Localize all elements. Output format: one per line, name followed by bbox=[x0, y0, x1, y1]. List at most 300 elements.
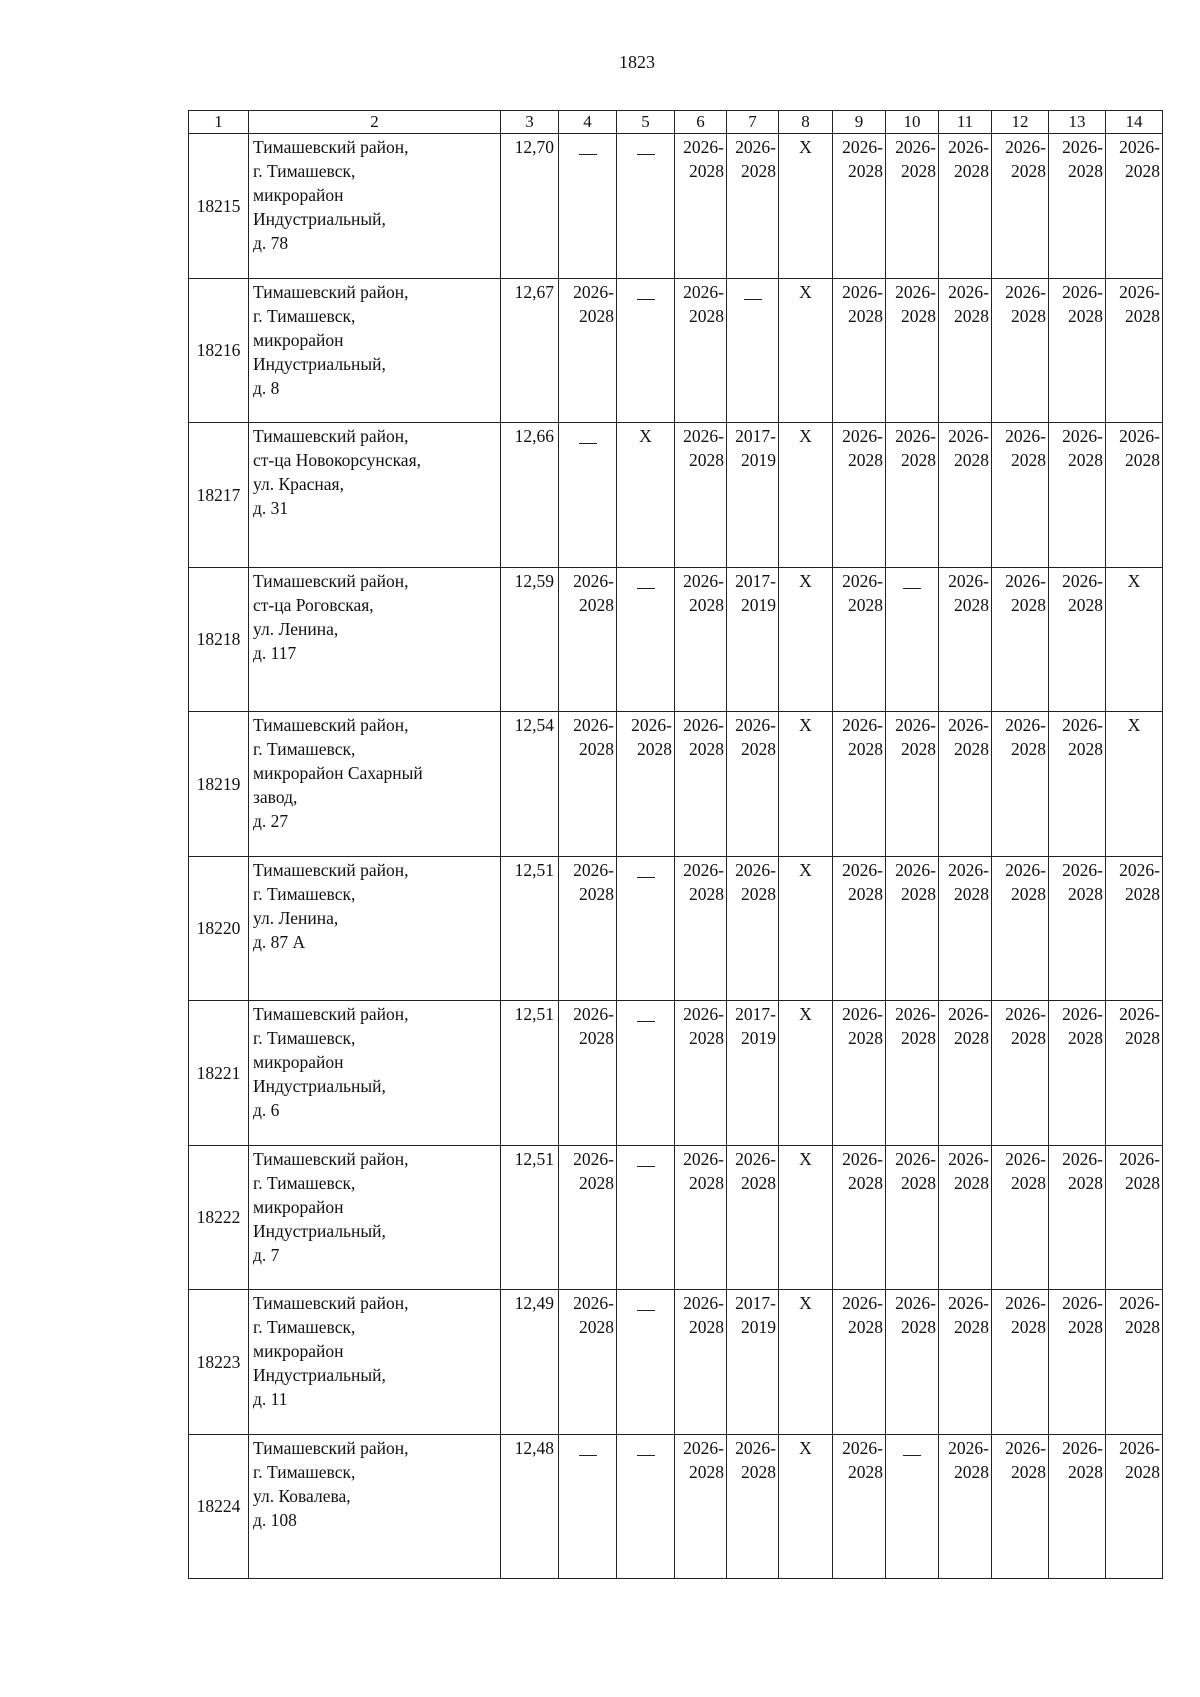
period-end: 2028 bbox=[689, 1172, 724, 1193]
period-cell bbox=[1049, 1001, 1106, 1146]
period-end: 2028 bbox=[1068, 450, 1103, 470]
dash-mark bbox=[637, 1455, 655, 1456]
period-end: 2028 bbox=[901, 305, 936, 326]
column-header: 3 bbox=[501, 111, 559, 134]
period-end: 2028 bbox=[1011, 883, 1046, 904]
period-end: 2028 bbox=[901, 1028, 936, 1048]
row-number: 18220 bbox=[189, 856, 249, 1001]
period-cell bbox=[617, 856, 675, 1001]
period-start: 2026- bbox=[1005, 1004, 1046, 1024]
period-end: 2028 bbox=[901, 883, 936, 904]
period-cell bbox=[833, 278, 886, 423]
address-line: д. 78 bbox=[253, 233, 289, 253]
period-cell bbox=[617, 1290, 675, 1435]
period-end: 2028 bbox=[954, 1317, 989, 1337]
column-header: 13 bbox=[1049, 111, 1106, 134]
period-cell bbox=[1049, 856, 1106, 1001]
period-end: 2028 bbox=[1011, 594, 1046, 615]
table-row bbox=[189, 278, 1163, 423]
period-end: 2028 bbox=[1068, 1461, 1103, 1482]
period-cell bbox=[779, 856, 833, 1001]
period-start: 2026- bbox=[573, 715, 614, 735]
period-start: 2026- bbox=[842, 1004, 883, 1024]
period-cell bbox=[727, 1001, 779, 1146]
period-end: 2028 bbox=[579, 1317, 614, 1337]
period-end: 2028 bbox=[741, 1461, 776, 1482]
period-start: 2026- bbox=[842, 137, 883, 157]
table-row bbox=[189, 423, 1163, 568]
period-start: 2026- bbox=[895, 859, 936, 880]
period-end: 2028 bbox=[1125, 1028, 1160, 1048]
address-line: Индустриальный, bbox=[253, 1365, 386, 1385]
period-start: 2026- bbox=[948, 137, 989, 157]
period-start: 2026- bbox=[1062, 859, 1103, 880]
period-cell bbox=[833, 1145, 886, 1290]
period-start: 2026- bbox=[631, 715, 672, 735]
period-cell bbox=[992, 423, 1049, 568]
row-number: 18222 bbox=[189, 1145, 249, 1290]
address-line: микрорайон bbox=[253, 1052, 344, 1072]
period-cell bbox=[833, 1001, 886, 1146]
period-cell bbox=[675, 856, 727, 1001]
period-start: 2026- bbox=[948, 1004, 989, 1024]
period-end: 2028 bbox=[1011, 1461, 1046, 1482]
period-end: 2028 bbox=[579, 1172, 614, 1193]
address-line: д. 7 bbox=[253, 1244, 280, 1265]
period-cell bbox=[559, 134, 617, 279]
period-end: 2028 bbox=[1125, 883, 1160, 904]
period-cell bbox=[886, 567, 939, 712]
area-cell: 12,51 bbox=[501, 856, 559, 1001]
period-start: 2026- bbox=[573, 1293, 614, 1313]
period-cell bbox=[727, 1434, 779, 1579]
address-cell bbox=[249, 1145, 501, 1290]
cell-value: X bbox=[1127, 715, 1141, 735]
address-line: Индустриальный, bbox=[253, 1220, 386, 1241]
period-cell bbox=[833, 423, 886, 568]
period-cell bbox=[727, 1145, 779, 1290]
row-number: 18216 bbox=[189, 278, 249, 423]
address-cell bbox=[249, 423, 501, 568]
period-end: 2028 bbox=[1068, 305, 1103, 326]
address-line: Тимашевский район, bbox=[253, 137, 409, 157]
period-start: 2026- bbox=[573, 570, 614, 591]
table-row bbox=[189, 1434, 1163, 1579]
period-start: 2026- bbox=[1062, 1148, 1103, 1169]
table-row bbox=[189, 712, 1163, 857]
period-start: 2026- bbox=[1062, 1004, 1103, 1024]
row-number: 18215 bbox=[189, 134, 249, 279]
period-cell bbox=[992, 134, 1049, 279]
period-end: 2028 bbox=[741, 739, 776, 759]
period-cell bbox=[779, 423, 833, 568]
address-line: Индустриальный, bbox=[253, 1076, 386, 1096]
dash-mark bbox=[637, 1166, 655, 1167]
period-end: 2028 bbox=[848, 594, 883, 615]
dash-mark bbox=[637, 588, 655, 589]
period-end: 2028 bbox=[579, 883, 614, 904]
period-end: 2028 bbox=[689, 450, 724, 470]
period-end: 2028 bbox=[1125, 1461, 1160, 1482]
period-cell bbox=[727, 567, 779, 712]
period-end: 2028 bbox=[741, 161, 776, 181]
dash-mark bbox=[637, 299, 655, 300]
period-end: 2028 bbox=[689, 1461, 724, 1482]
period-cell bbox=[617, 278, 675, 423]
period-end: 2028 bbox=[1068, 1317, 1103, 1337]
address-cell bbox=[249, 712, 501, 857]
area-cell: 12,48 bbox=[501, 1434, 559, 1579]
period-end: 2028 bbox=[689, 594, 724, 615]
address-line: д. 6 bbox=[253, 1100, 280, 1120]
period-start: 2026- bbox=[842, 1293, 883, 1313]
area-cell: 12,66 bbox=[501, 423, 559, 568]
period-cell bbox=[886, 134, 939, 279]
table-row bbox=[189, 134, 1163, 279]
period-cell bbox=[675, 423, 727, 568]
period-cell bbox=[559, 712, 617, 857]
address-cell bbox=[249, 856, 501, 1001]
period-cell bbox=[939, 1434, 992, 1579]
period-start: 2026- bbox=[735, 715, 776, 735]
period-cell bbox=[1049, 1434, 1106, 1579]
period-start: 2026- bbox=[735, 859, 776, 880]
period-end: 2028 bbox=[901, 450, 936, 470]
period-start: 2026- bbox=[683, 715, 724, 735]
period-end: 2028 bbox=[1068, 161, 1103, 181]
period-cell bbox=[779, 567, 833, 712]
period-cell bbox=[675, 134, 727, 279]
period-start: 2026- bbox=[1062, 715, 1103, 735]
column-header: 1 bbox=[189, 111, 249, 134]
period-cell bbox=[1106, 278, 1163, 423]
period-cell bbox=[559, 278, 617, 423]
dash-mark bbox=[579, 154, 597, 155]
column-header: 7 bbox=[727, 111, 779, 134]
period-start: 2026- bbox=[683, 859, 724, 880]
row-number: 18221 bbox=[189, 1001, 249, 1146]
period-cell bbox=[1049, 134, 1106, 279]
row-number: 18223 bbox=[189, 1290, 249, 1435]
period-end: 2019 bbox=[741, 450, 776, 470]
period-start: 2026- bbox=[1119, 1004, 1160, 1024]
cell-value: X bbox=[799, 137, 812, 157]
cell-value: X bbox=[799, 1148, 812, 1169]
area-cell: 12,49 bbox=[501, 1290, 559, 1435]
period-end: 2028 bbox=[848, 305, 883, 326]
period-cell bbox=[727, 134, 779, 279]
period-cell bbox=[886, 712, 939, 857]
period-start: 2026- bbox=[948, 570, 989, 591]
period-cell bbox=[886, 1434, 939, 1579]
column-header: 2 bbox=[249, 111, 501, 134]
period-end: 2028 bbox=[1125, 161, 1160, 181]
period-start: 2026- bbox=[1119, 859, 1160, 880]
period-cell bbox=[992, 278, 1049, 423]
period-start: 2026- bbox=[1062, 570, 1103, 591]
period-end: 2028 bbox=[1125, 1172, 1160, 1193]
period-end: 2028 bbox=[637, 739, 672, 759]
period-end: 2028 bbox=[689, 739, 724, 759]
period-cell bbox=[559, 1001, 617, 1146]
address-cell bbox=[249, 134, 501, 279]
period-start: 2026- bbox=[1005, 1148, 1046, 1169]
period-cell bbox=[1106, 1001, 1163, 1146]
period-end: 2028 bbox=[1125, 305, 1160, 326]
address-line: д. 8 bbox=[253, 377, 280, 398]
period-cell bbox=[992, 1290, 1049, 1435]
period-end: 2028 bbox=[579, 305, 614, 326]
period-end: 2019 bbox=[741, 1028, 776, 1048]
period-end: 2028 bbox=[741, 1172, 776, 1193]
dash-mark bbox=[637, 154, 655, 155]
cell-value: X bbox=[799, 1004, 812, 1024]
period-start: 2026- bbox=[948, 859, 989, 880]
period-end: 2028 bbox=[848, 739, 883, 759]
period-cell bbox=[617, 423, 675, 568]
period-start: 2026- bbox=[1062, 426, 1103, 446]
address-line: Тимашевский район, bbox=[253, 570, 409, 591]
period-start: 2026- bbox=[842, 281, 883, 302]
period-start: 2026- bbox=[895, 1148, 936, 1169]
period-end: 2028 bbox=[954, 305, 989, 326]
period-start: 2017- bbox=[735, 1004, 776, 1024]
period-start: 2026- bbox=[683, 1437, 724, 1458]
address-line: г. Тимашевск, bbox=[253, 1172, 356, 1193]
period-cell bbox=[1106, 712, 1163, 857]
period-start: 2026- bbox=[573, 281, 614, 302]
area-cell: 12,67 bbox=[501, 278, 559, 423]
period-end: 2028 bbox=[848, 1172, 883, 1193]
period-end: 2028 bbox=[901, 1172, 936, 1193]
period-start: 2026- bbox=[895, 281, 936, 302]
period-cell bbox=[939, 567, 992, 712]
period-start: 2017- bbox=[735, 570, 776, 591]
period-cell bbox=[559, 1145, 617, 1290]
address-line: г. Тимашевск, bbox=[253, 1461, 356, 1482]
period-start: 2026- bbox=[573, 859, 614, 880]
address-cell bbox=[249, 1290, 501, 1435]
period-end: 2028 bbox=[901, 1317, 936, 1337]
period-cell bbox=[992, 856, 1049, 1001]
address-line: д. 87 А bbox=[253, 931, 306, 952]
period-end: 2028 bbox=[954, 883, 989, 904]
period-end: 2028 bbox=[901, 739, 936, 759]
address-line: г. Тимашевск, bbox=[253, 161, 356, 181]
period-cell bbox=[1049, 712, 1106, 857]
dash-mark bbox=[903, 1455, 921, 1456]
table-row bbox=[189, 1290, 1163, 1435]
period-cell bbox=[779, 1290, 833, 1435]
address-line: ул. Ковалева, bbox=[253, 1485, 351, 1506]
address-line: Индустриальный, bbox=[253, 353, 386, 374]
period-cell bbox=[779, 1434, 833, 1579]
period-cell bbox=[559, 423, 617, 568]
period-cell bbox=[1049, 1145, 1106, 1290]
period-cell bbox=[1049, 1290, 1106, 1435]
dash-mark bbox=[903, 588, 921, 589]
address-line: г. Тимашевск, bbox=[253, 883, 356, 904]
address-cell bbox=[249, 1001, 501, 1146]
period-start: 2026- bbox=[1119, 426, 1160, 446]
dash-mark bbox=[744, 299, 762, 300]
period-cell bbox=[1106, 1290, 1163, 1435]
period-cell bbox=[1049, 567, 1106, 712]
period-end: 2028 bbox=[1011, 161, 1046, 181]
column-header: 6 bbox=[675, 111, 727, 134]
column-header: 12 bbox=[992, 111, 1049, 134]
period-cell bbox=[1106, 567, 1163, 712]
period-start: 2026- bbox=[735, 1437, 776, 1458]
period-end: 2028 bbox=[1068, 739, 1103, 759]
period-start: 2026- bbox=[895, 1293, 936, 1313]
period-cell bbox=[779, 1145, 833, 1290]
period-cell bbox=[939, 1145, 992, 1290]
period-cell bbox=[727, 1290, 779, 1435]
period-start: 2026- bbox=[573, 1148, 614, 1169]
period-cell bbox=[675, 278, 727, 423]
table-row bbox=[189, 567, 1163, 712]
period-start: 2026- bbox=[895, 715, 936, 735]
period-start: 2026- bbox=[735, 137, 776, 157]
period-cell bbox=[675, 1290, 727, 1435]
period-end: 2028 bbox=[1125, 450, 1160, 470]
period-cell bbox=[939, 423, 992, 568]
address-line: г. Тимашевск, bbox=[253, 1317, 356, 1337]
period-start: 2026- bbox=[1062, 1437, 1103, 1458]
period-cell bbox=[727, 278, 779, 423]
address-line: Тимашевский район, bbox=[253, 1004, 409, 1024]
period-start: 2026- bbox=[948, 715, 989, 735]
period-start: 2026- bbox=[1005, 1293, 1046, 1313]
period-start: 2026- bbox=[573, 1004, 614, 1024]
period-end: 2028 bbox=[848, 1028, 883, 1048]
period-start: 2026- bbox=[842, 859, 883, 880]
period-end: 2028 bbox=[1068, 883, 1103, 904]
period-cell bbox=[833, 1434, 886, 1579]
row-number: 18217 bbox=[189, 423, 249, 568]
period-cell bbox=[727, 423, 779, 568]
period-start: 2026- bbox=[683, 426, 724, 446]
address-line: Тимашевский район, bbox=[253, 281, 409, 302]
period-start: 2026- bbox=[1119, 1148, 1160, 1169]
period-start: 2026- bbox=[895, 1004, 936, 1024]
address-line: микрорайон bbox=[253, 1341, 344, 1361]
period-end: 2028 bbox=[954, 1461, 989, 1482]
address-line: д. 117 bbox=[253, 642, 297, 663]
period-start: 2026- bbox=[948, 281, 989, 302]
period-end: 2028 bbox=[1011, 305, 1046, 326]
period-start: 2026- bbox=[1062, 137, 1103, 157]
address-line: микрорайон bbox=[253, 1196, 344, 1217]
period-cell bbox=[939, 856, 992, 1001]
period-end: 2028 bbox=[689, 883, 724, 904]
period-end: 2028 bbox=[954, 1172, 989, 1193]
period-start: 2026- bbox=[948, 1148, 989, 1169]
address-line: ул. Ленина, bbox=[253, 618, 339, 639]
address-line: микрорайон bbox=[253, 329, 344, 350]
period-cell bbox=[1106, 134, 1163, 279]
address-line: Тимашевский район, bbox=[253, 1437, 409, 1458]
address-line: Тимашевский район, bbox=[253, 1148, 409, 1169]
dash-mark bbox=[579, 443, 597, 444]
period-start: 2026- bbox=[1005, 137, 1046, 157]
period-cell bbox=[559, 1290, 617, 1435]
period-cell bbox=[833, 134, 886, 279]
period-cell bbox=[939, 712, 992, 857]
address-line: ул. Ленина, bbox=[253, 907, 339, 928]
period-cell bbox=[1106, 1434, 1163, 1579]
period-cell bbox=[939, 1290, 992, 1435]
period-start: 2026- bbox=[683, 1004, 724, 1024]
period-cell bbox=[1049, 278, 1106, 423]
period-end: 2028 bbox=[848, 1461, 883, 1482]
address-line: г. Тимашевск, bbox=[253, 1028, 356, 1048]
period-start: 2026- bbox=[1119, 1437, 1160, 1458]
period-cell bbox=[992, 567, 1049, 712]
period-end: 2028 bbox=[741, 883, 776, 904]
period-cell bbox=[617, 1434, 675, 1579]
address-line: Тимашевский район, bbox=[253, 1293, 409, 1313]
row-number: 18224 bbox=[189, 1434, 249, 1579]
column-header: 14 bbox=[1106, 111, 1163, 134]
period-end: 2028 bbox=[1011, 450, 1046, 470]
period-start: 2026- bbox=[895, 137, 936, 157]
period-start: 2026- bbox=[895, 426, 936, 446]
period-cell bbox=[559, 567, 617, 712]
address-cell bbox=[249, 567, 501, 712]
period-start: 2017- bbox=[735, 426, 776, 446]
address-line: г. Тимашевск, bbox=[253, 739, 356, 759]
page-number: 1823 bbox=[619, 52, 655, 72]
period-cell bbox=[675, 712, 727, 857]
address-line: завод, bbox=[253, 787, 298, 807]
period-cell bbox=[886, 423, 939, 568]
period-end: 2019 bbox=[741, 1317, 776, 1337]
period-cell bbox=[1049, 423, 1106, 568]
period-cell bbox=[992, 1001, 1049, 1146]
period-cell bbox=[617, 712, 675, 857]
period-start: 2026- bbox=[1005, 426, 1046, 446]
period-start: 2026- bbox=[1062, 1293, 1103, 1313]
period-cell bbox=[675, 1434, 727, 1579]
address-line: микрорайон Сахарный bbox=[253, 763, 423, 783]
period-cell bbox=[833, 712, 886, 857]
period-end: 2019 bbox=[741, 594, 776, 615]
column-header: 11 bbox=[939, 111, 992, 134]
table-row bbox=[189, 1001, 1163, 1146]
period-end: 2028 bbox=[689, 305, 724, 326]
period-start: 2026- bbox=[683, 1293, 724, 1313]
address-line: ул. Красная, bbox=[253, 474, 344, 494]
period-start: 2026- bbox=[1062, 281, 1103, 302]
area-cell: 12,59 bbox=[501, 567, 559, 712]
period-end: 2028 bbox=[954, 739, 989, 759]
period-start: 2026- bbox=[1005, 859, 1046, 880]
cell-value: X bbox=[799, 281, 812, 302]
period-cell bbox=[833, 1290, 886, 1435]
period-end: 2028 bbox=[579, 594, 614, 615]
dash-mark bbox=[637, 1021, 655, 1022]
period-start: 2026- bbox=[683, 570, 724, 591]
period-cell bbox=[833, 856, 886, 1001]
period-start: 2026- bbox=[1005, 570, 1046, 591]
period-end: 2028 bbox=[689, 161, 724, 181]
period-cell bbox=[675, 1145, 727, 1290]
period-start: 2026- bbox=[1119, 137, 1160, 157]
period-end: 2028 bbox=[848, 450, 883, 470]
period-cell bbox=[559, 1434, 617, 1579]
